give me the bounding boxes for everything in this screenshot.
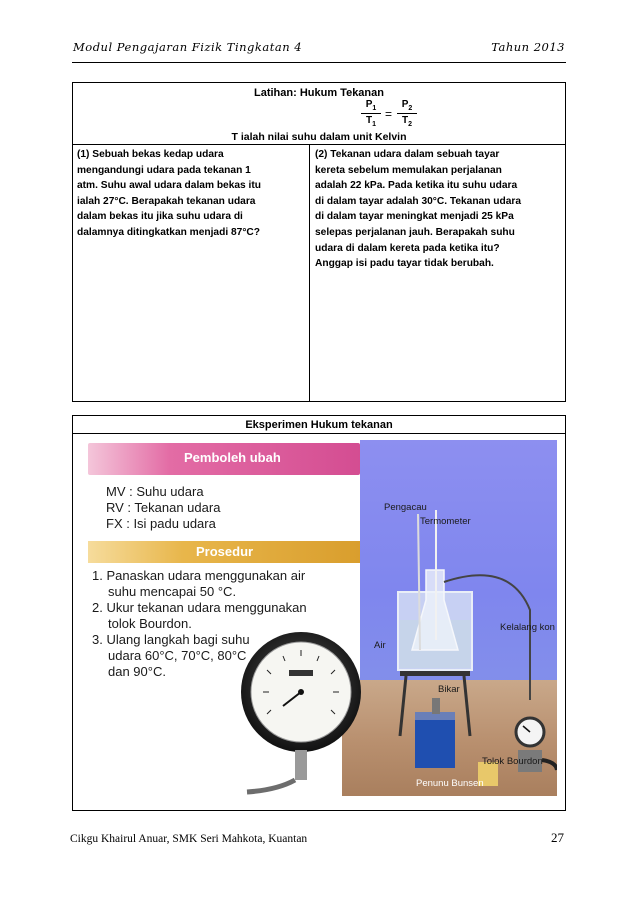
header-year: Tahun 2013 <box>491 40 565 54</box>
header-module-title: Modul Pengajaran Fizik Tingkatan 4 <box>73 40 303 54</box>
label-beaker: Bikar <box>438 684 460 695</box>
procedure-heading: Prosedur <box>196 544 254 559</box>
formula-right-fraction: $\frac{P_2}{T_2}$ <box>397 99 417 128</box>
footer-author: Cikgu Khairul Anuar, SMK Seri Mahkota, Kuantan <box>70 833 308 845</box>
apparatus-icon <box>360 500 557 796</box>
experiment-illustration <box>82 440 557 796</box>
bourdon-gauge-icon <box>237 630 367 796</box>
experiment-title: Eksperimen Hukum tekanan <box>245 419 393 431</box>
pressure-law-formula <box>361 99 421 133</box>
label-bourdon-gauge: Tolok Bourdon <box>482 756 543 767</box>
exercise-divider <box>73 144 565 145</box>
formula-equals: = <box>385 107 393 121</box>
exercise-box <box>72 82 566 402</box>
question-1: (1) Sebuah bekas kedap udara mengandungi udara pada tekanan 1 atm. Suhu awal udara dalam bekas itu ialah 27°C. Berapakah tekanan udara dalam bekas itu jika suhu udara di dalamnya ditingkatkan menjadi 87°C? <box>77 149 261 238</box>
formula-left-fraction: $\frac{P_1}{T_1}$ <box>361 99 381 128</box>
variable-responding: RV : Tekanan udara <box>106 500 221 515</box>
step-3: 3. Ulang langkah bagi suhu <box>92 632 250 647</box>
exercise-title: Latihan: Hukum Tekanan <box>254 87 384 99</box>
variable-fixed: FX : Isi padu udara <box>106 516 216 531</box>
variables-heading-bar <box>88 443 360 475</box>
label-stirrer: Pengacau <box>384 502 427 513</box>
label-water: Air <box>374 640 386 651</box>
experiment-divider <box>73 433 565 434</box>
variables-list <box>106 484 220 532</box>
step-1-cont: suhu mencapai 50 °C. <box>108 584 237 599</box>
label-flask: Kelalang kon <box>500 622 555 633</box>
step-1: 1. Panaskan udara menggunakan air <box>92 568 306 583</box>
variables-heading: Pemboleh ubah <box>184 450 281 465</box>
label-thermometer: Termometer <box>420 516 471 527</box>
step-2-cont: tolok Bourdon. <box>108 616 192 631</box>
procedure-heading-bar <box>88 541 360 563</box>
kelvin-note: T ialah nilai suhu dalam unit Kelvin <box>231 131 407 143</box>
question-column-divider <box>309 144 310 401</box>
step-3-cont: udara 60°C, 70°C, 80°C <box>108 648 247 663</box>
header-rule <box>72 62 566 63</box>
step-2: 2. Ukur tekanan udara menggunakan <box>92 600 307 615</box>
label-bunsen-burner: Penunu Bunsen <box>416 778 484 789</box>
page-number: 27 <box>551 830 564 845</box>
step-3-end: dan 90°C. <box>108 664 166 679</box>
question-2: (2) Tekanan udara dalam sebuah tayar kereta sebelum memulakan perjalanan adalah 22 kPa. Pada ketika itu suhu udara di dalam tayar adalah 30°C. Tekanan udara di dalam tayar meningkat menjadi 25 kPa selepas perjalanan jauh. Berapakah suhu udara di dalam kereta pada ketika itu? Anggap isi padu tayar tidak berubah. <box>315 149 522 270</box>
variable-manipulated: MV : Suhu udara <box>106 484 204 499</box>
